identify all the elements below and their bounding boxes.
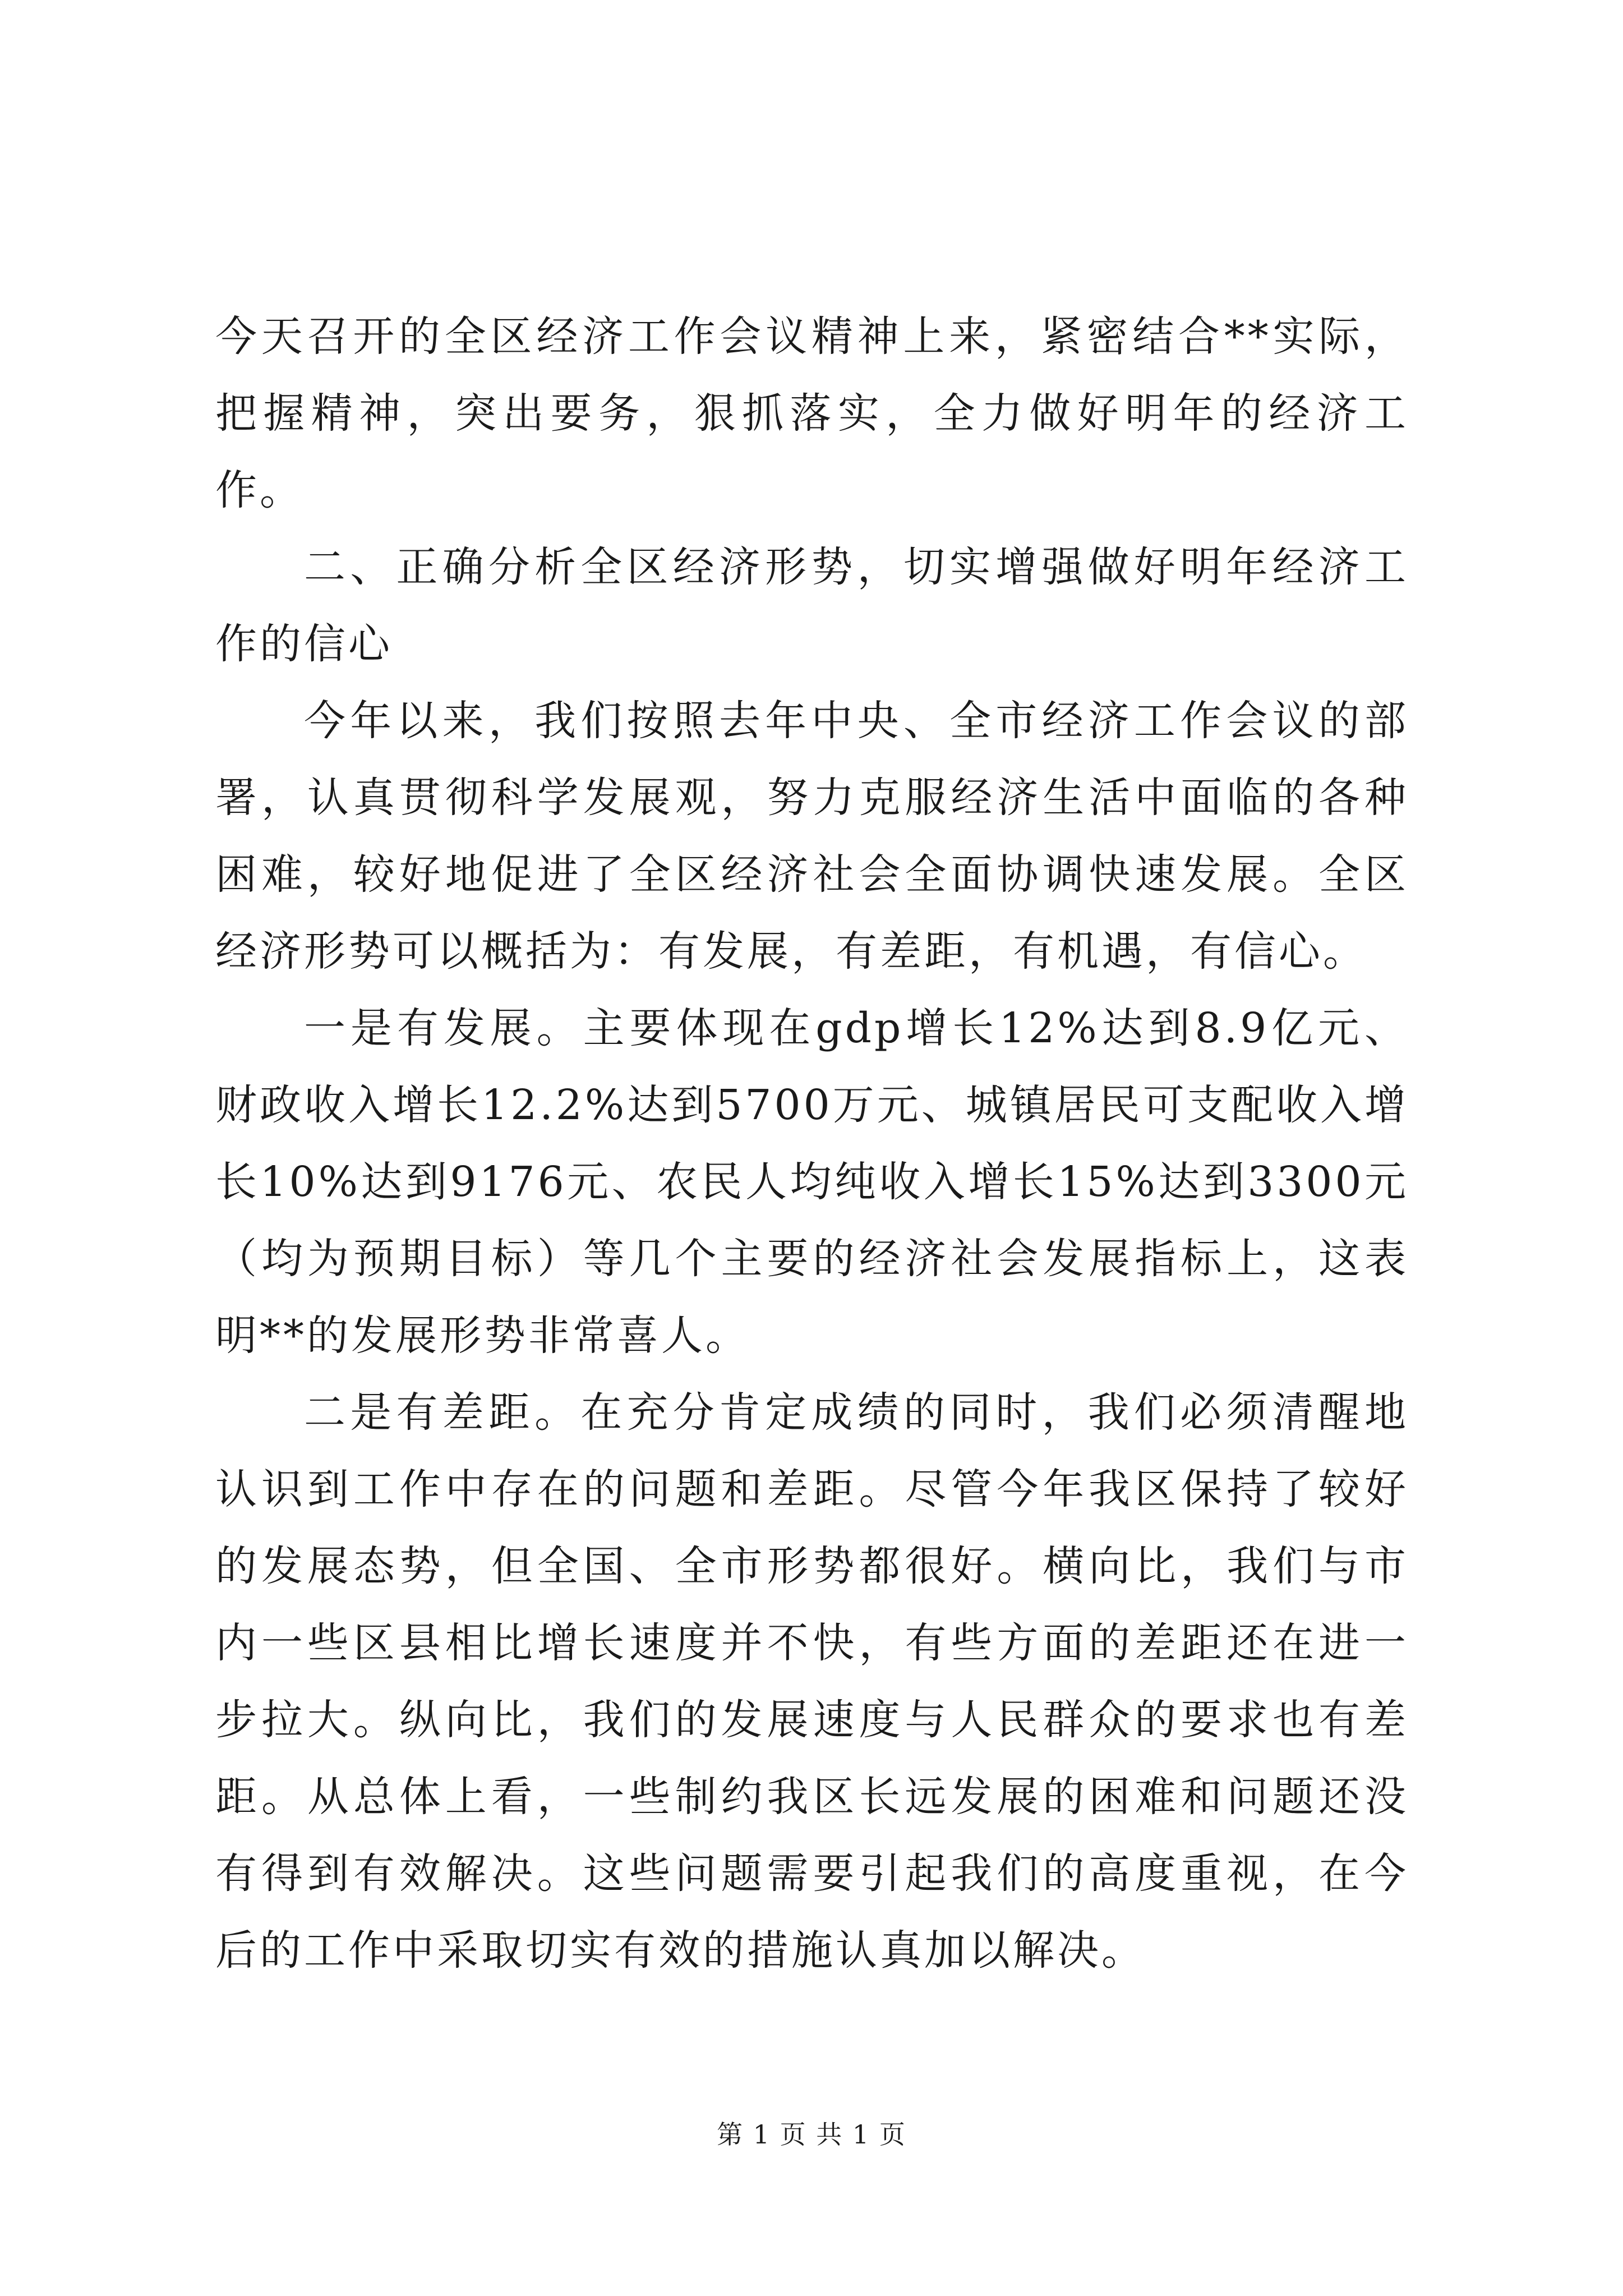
page-footer: 第 1 页 共 1 页 [717,2119,906,2150]
paragraph-development: 一是有发展。主要体现在gdp增长12%达到8.9亿元、财政收入增长12.2%达到5700万元、城镇居民可支配收入增长10%达到9176元、农民人均纯收入增长15%达到3300元（均为预期目标）等几个主要的经济社会发展指标上，这表明**的发展形势非常喜人。 [215,1004,1409,1360]
paragraph-overview: 今年以来，我们按照去年中央、全市经济工作会议的部署，认真贯彻科学发展观，努力克服经济生活中面临的各种困难，较好地促进了全区经济社会全面协调快速发展。全区经济形势可以概括为：有发展，有差距，有机遇，有信心。 [215,697,1409,976]
paragraph-continuation: 今天召开的全区经济工作会议精神上来，紧密结合**实际，把握精神，突出要务，狠抓落实，全力做好明年的经济工作。 [215,312,1409,514]
section-heading: 二、正确分析全区经济形势，切实增强做好明年经济工作的信心 [215,543,1409,668]
paragraph-gap: 二是有差距。在充分肯定成绩的同时，我们必须清醒地认识到工作中存在的问题和差距。尽管今年我区保持了较好的发展态势，但全国、全市形势都很好。横向比，我们与市内一些区县相比增长速度并不快，有些方面的差距还在进一步拉大。纵向比，我们的发展速度与人民群众的要求也有差距。从总体上看，一些制约我区长远发展的困难和问题还没有得到有效解决。这些问题需要引起我们的高度重视，在今后的工作中采取切实有效的措施认真加以解决。 [215,1388,1409,1975]
document-body [215,298,1409,1989]
